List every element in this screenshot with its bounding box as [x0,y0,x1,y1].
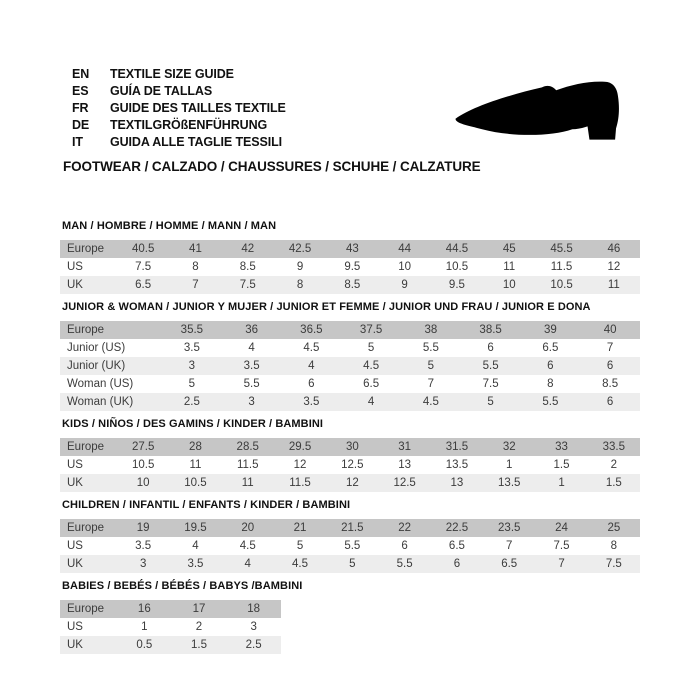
row-label: UK [67,279,83,291]
size-value: 5.5 [344,540,361,552]
size-value: 5 [349,558,356,570]
section-title: BABIES / BEBÉS / BÉBÉS / BABYS /BAMBINI [62,580,303,592]
language-code: ES [72,84,89,98]
size-value: 3.5 [187,558,204,570]
size-value: 8 [610,540,618,552]
size-value: 1 [558,477,565,489]
language-title: GUIDE DES TAILLES TEXTILE [110,101,286,115]
size-value: 8 [547,378,554,390]
size-value: 12.5 [341,459,364,471]
size-value: 4.5 [363,360,380,372]
size-value: 36 [245,324,259,336]
size-value: 30 [345,441,359,453]
shoe-icon [446,74,636,155]
size-value: 3.5 [303,396,320,408]
size-value: 6.5 [135,279,152,291]
language-code: EN [72,67,90,81]
size-value: 12 [345,477,359,489]
size-value: 5 [487,396,494,408]
size-value: 40 [603,324,617,336]
size-table-kids [60,438,640,492]
size-value: 8.5 [239,261,256,273]
size-table-babies [60,600,281,654]
section-man [60,220,640,294]
table-row [60,375,640,393]
size-value: 6.5 [448,540,465,552]
table-row [60,240,640,258]
size-value: 24 [555,522,568,534]
size-value: 4 [192,540,199,552]
size-value: 10.5 [184,477,207,489]
size-value: 10 [398,261,412,273]
section-kids [60,418,640,492]
size-value: 8 [192,261,199,273]
size-value: 6 [606,360,614,372]
size-value: 6.5 [501,558,518,570]
language-code: IT [72,135,83,149]
size-value: 10 [502,279,516,291]
size-value: 1.5 [190,639,207,651]
size-value: 3 [139,558,147,570]
size-value: 38 [424,324,438,336]
size-value: 33.5 [602,441,626,453]
size-value: 5.5 [482,360,499,372]
size-value: 10.5 [550,279,573,291]
row-label: Europe [67,441,105,453]
size-value: 9.5 [448,279,465,291]
size-table-man [60,240,640,294]
language-title: GUÍA DE TALLAS [110,84,213,98]
language-row-de [72,117,286,134]
size-value: 4.5 [303,342,320,354]
size-value: 22 [398,522,412,534]
size-value: 25 [607,522,621,534]
size-value: 45 [502,243,516,255]
size-value: 7 [506,540,513,552]
size-value: 11.5 [550,261,573,273]
table-row [60,393,640,411]
size-value: 43 [345,243,359,255]
size-value: 10.5 [131,459,155,471]
size-value: 5 [188,378,196,390]
size-value: 4.5 [292,558,309,570]
size-value: 6.5 [542,342,559,354]
language-title: TEXTILE SIZE GUIDE [110,67,234,81]
size-value: 11 [607,279,620,291]
size-value: 6 [401,540,408,552]
size-value: 38.5 [479,324,502,336]
size-value: 12.5 [393,477,416,489]
table-row [60,600,281,618]
language-row-en [72,66,286,83]
size-value: 7.5 [553,540,570,552]
size-value: 8.5 [602,378,619,390]
size-value: 3 [250,621,257,633]
size-value: 19 [136,522,150,534]
size-value: 2 [195,621,203,633]
table-row [60,555,640,573]
size-value: 5.5 [243,378,260,390]
table-row [60,438,640,456]
size-value: 36.5 [300,324,323,336]
row-label: Europe [67,603,105,615]
size-value: 28.5 [236,441,259,453]
size-value: 1.5 [605,477,622,489]
row-label: US [67,621,83,633]
size-value: 2 [610,459,618,471]
row-label: UK [67,477,83,489]
table-row [60,357,640,375]
size-value: 11 [241,477,254,489]
size-value: 11.5 [289,477,311,489]
size-value: 6 [547,360,554,372]
size-value: 8 [296,279,304,291]
size-value: 6 [453,558,461,570]
size-table-junior-woman [60,321,640,411]
size-value: 7.5 [239,279,256,291]
shoe-silhouette-path [456,82,619,140]
size-value: 46 [607,243,621,255]
size-value: 44.5 [445,243,469,255]
size-value: 9 [401,279,408,291]
size-value: 1 [141,621,148,633]
section-title: KIDS / NIÑOS / DES GAMINS / KINDER / BAMBINI [62,418,324,430]
size-value: 8.5 [344,279,361,291]
table-row [60,276,640,294]
size-value: 27.5 [131,441,155,453]
size-value: 12 [607,261,621,273]
table-row [60,258,640,276]
size-value: 5 [296,540,304,552]
size-value: 45.5 [550,243,573,255]
size-value: 3.5 [135,540,152,552]
size-value: 9.5 [344,261,361,273]
size-value: 13 [450,477,464,489]
size-value: 3 [248,396,255,408]
language-row-es [72,83,286,100]
size-value: 5.5 [396,558,413,570]
language-title: TEXTILGRÖßENFÜHRUNG [110,118,268,132]
size-value: 4 [308,360,315,372]
size-value: 1 [506,459,513,471]
size-value: 35.5 [180,324,204,336]
size-value: 21.5 [341,522,364,534]
size-value: 13 [398,459,412,471]
size-value: 12 [293,459,307,471]
row-label: Woman (US) [67,378,134,390]
row-label: UK [67,558,83,570]
size-table-children [60,519,640,573]
size-value: 20 [241,522,255,534]
size-value: 6.5 [363,378,380,390]
size-value: 44 [398,243,412,255]
size-value: 33 [555,441,568,453]
size-value: 22.5 [445,522,469,534]
language-title: GUIDA ALLE TAGLIE TESSILI [110,135,283,149]
row-label: US [67,540,83,552]
row-label: Europe [67,243,105,255]
size-value: 3.5 [183,342,200,354]
size-value: 3.5 [243,360,260,372]
size-value: 39 [543,324,557,336]
row-label: Woman (UK) [67,396,134,408]
row-label: US [67,459,83,471]
row-label: UK [67,639,83,651]
size-value: 10 [136,477,150,489]
size-value: 4 [244,558,251,570]
section-junior-woman [60,301,640,411]
table-row [60,636,281,654]
size-value: 9 [296,261,304,273]
size-value: 21 [293,522,307,534]
size-value: 7 [427,378,435,390]
size-value: 11 [189,459,202,471]
size-value: 5 [367,342,375,354]
size-value: 11.5 [236,459,259,471]
size-value: 3 [188,360,196,372]
size-value: 7.5 [605,558,622,570]
row-label: Europe [67,522,105,534]
section-title: CHILDREN / INFANTIL / ENFANTS / KINDER / BAMBINI [62,499,351,511]
size-value: 7 [606,342,614,354]
size-value: 13.5 [445,459,469,471]
table-row [60,537,640,555]
size-value: 32 [502,441,516,453]
size-value: 7.5 [482,378,499,390]
size-value: 6 [487,342,494,354]
language-code: DE [72,118,90,132]
size-value: 7 [558,558,565,570]
size-value: 6 [308,378,315,390]
size-value: 31.5 [445,441,469,453]
size-value: 16 [137,603,151,615]
table-row [60,474,640,492]
size-value: 23.5 [498,522,521,534]
size-value: 11 [503,261,516,273]
size-value: 10.5 [445,261,469,273]
size-value: 5 [427,360,435,372]
category-line: FOOTWEAR / CALZADO / CHAUSSURES / SCHUHE / CALZATURE [63,159,481,174]
size-value: 6 [606,396,614,408]
size-value: 19.5 [184,522,207,534]
section-babies [60,580,640,654]
size-value: 5.5 [422,342,439,354]
section-children [60,499,640,573]
size-tables [60,220,640,661]
size-value: 4.5 [422,396,439,408]
size-value: 37.5 [359,324,383,336]
row-label: Junior (US) [67,342,126,354]
row-label: Europe [67,324,105,336]
size-value: 13.5 [498,477,521,489]
size-value: 2.5 [183,396,200,408]
size-value: 41 [189,243,202,255]
language-code: FR [72,101,89,115]
size-value: 4.5 [239,540,256,552]
table-row [60,339,640,357]
language-row-it [72,134,286,151]
size-value: 18 [247,603,261,615]
section-title: MAN / HOMBRE / HOMME / MANN / MAN [62,220,277,232]
size-value: 42.5 [288,243,312,255]
size-value: 1.5 [553,459,570,471]
size-value: 7.5 [135,261,152,273]
table-row [60,618,281,636]
table-row [60,519,640,537]
size-value: 4 [248,342,255,354]
size-value: 2.5 [245,639,262,651]
language-title-list [72,66,286,151]
size-value: 7 [192,279,199,291]
section-title: JUNIOR & WOMAN / JUNIOR Y MUJER / JUNIOR ET FEMME / JUNIOR UND FRAU / JUNIOR E DONA [62,301,591,313]
size-value: 40.5 [131,243,155,255]
table-row [60,321,640,339]
size-value: 28 [189,441,202,453]
table-row [60,456,640,474]
size-value: 17 [192,603,206,615]
size-value: 29.5 [288,441,312,453]
row-label: Junior (UK) [67,360,126,372]
size-value: 5.5 [542,396,559,408]
size-value: 4 [367,396,375,408]
size-value: 42 [241,243,255,255]
size-value: 0.5 [136,639,153,651]
language-row-fr [72,100,286,117]
row-label: US [67,261,83,273]
size-value: 31 [398,441,412,453]
